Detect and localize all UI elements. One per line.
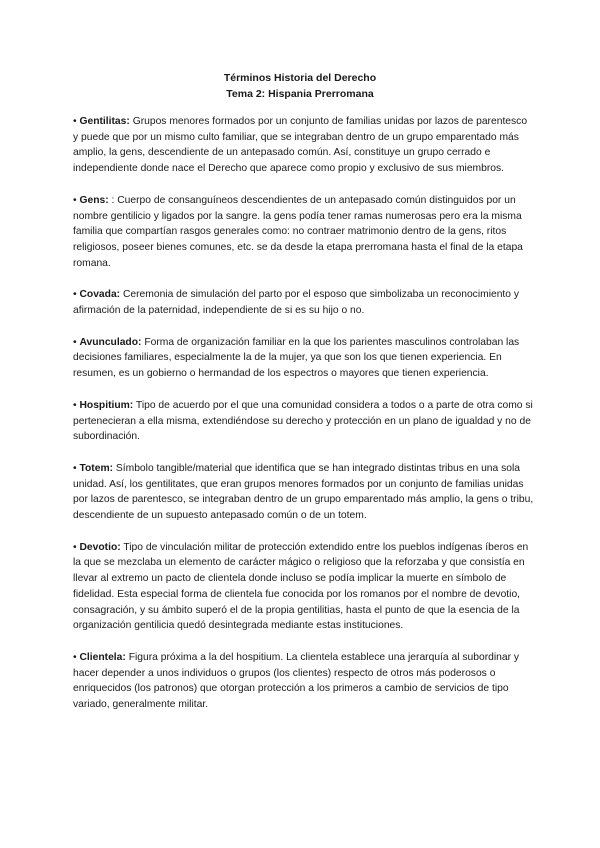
entry-definition: Ceremonia de simulación del parto por el esposo que simbolizaba un reconocimiento y afirmación de la paternidad, independiente de si es su hijo o no. [73, 289, 520, 317]
glossary-list [73, 114, 535, 729]
entry-definition: : Cuerpo de consanguíneos descendientes de un antepasado común distinguidos por un nombre gentilicio y ligados por la sangre. la gens podía tener ramas numerosas pero era la misma familia que compartían rasgos generales como: no contraer matrimonio dentro de la gens, ritos religiosos, poseer bienes comunes, etc. se da desde la etapa prerromana hasta el final de la etapa romana. [73, 194, 523, 269]
entry-term: Hospitium: [79, 399, 134, 411]
glossary-entry-devotio [73, 540, 535, 634]
bullet: • [73, 399, 80, 411]
entry-definition: Grupos menores formados por un conjunto de familias unidas por lazos de parentesco y puede que por un mismo culto familiar, que se integraban dentro de un grupo emparentado más amplio, la gens, descendiente de un antepasado común. Así, constituye un grupo cerrado e independiente donde nace el Derecho que aparece como propio y exclusivo de sus miembros. [73, 116, 528, 175]
entry-definition: Figura próxima a la del hospitium. La clientela establece una jerarquía al subordinar y hacer depender a unos individuos o grupos (los clientes) respecto de otros más poderosos o enriquecidos (los patronos) que otorgan protección a los primeros a cambio de servicios de tipo variado, generalmente militar. [73, 651, 520, 711]
bullet: • [73, 541, 80, 553]
glossary-entry-gentilitas [73, 114, 535, 177]
entry-definition: Tipo de acuerdo por el que una comunidad considera a todos o a parte de otra como si pertenecieran a ella misma, extendiéndose su derecho y protección en un plano de igualdad y no de subordinación. [73, 399, 533, 443]
entry-definition: Símbolo tangible/material que identifica que se han integrado distintas tribus en una sola unidad. Así, los gentilitates, que eran grupos menores formados por un conjunto de familias unidas por lazos de parentesco, se integraban dentro de un grupo emparentado más amplio, la gens o tribu, descendiente de un supuesto antepasado común o de un totem. [73, 462, 534, 522]
entry-term: Avunculado: [79, 336, 142, 348]
entry-term: Totem: [79, 462, 114, 474]
bullet: • [73, 462, 80, 474]
bullet: • [73, 116, 80, 127]
bullet: • [73, 289, 80, 301]
bullet: • [73, 194, 80, 206]
title-block [0, 70, 600, 102]
glossary-entry-totem [73, 461, 535, 524]
glossary-entry-hospitium [73, 398, 535, 445]
bullet: • [73, 651, 80, 663]
bullet: • [73, 336, 80, 348]
entry-definition: Forma de organización familiar en la que los parientes masculinos controlaban las decisiones familiares, especialmente la de la mujer, ya que son los que tienen experiencia. En resumen, es un gobierno o hermandad de los espectros o mayores que tienen experiencia. [73, 336, 520, 380]
glossary-entry-clientela [73, 650, 535, 713]
glossary-entry-avunculado [73, 335, 535, 382]
entry-term: Gens: [79, 194, 109, 206]
glossary-entry-gens [73, 193, 535, 272]
entry-definition: Tipo de vinculación militar de protección extendido entre los pueblos indígenas íberos en la que se mezclaba un elemento de carácter mágico o religioso que la reforzaba y que consistía en llevar al extremo un pacto de clientela donde incluso se podía implicar la muerte en símbolo de fidelidad. Esta especial forma de clientela fue conocida por los romanos por el nombre de devotio, consagración, y su ámbito superó el de la propia gentilitias, hasta el punto de que la esencia de la organización gentilicia quedó desintegrada mediante estas instituciones. [73, 541, 529, 632]
document-subtitle: Tema 2: Hispania Prerromana [226, 88, 374, 100]
document-title: Términos Historia del Derecho [223, 72, 377, 84]
glossary-entry-covada [73, 287, 535, 318]
entry-term: Clientela: [79, 651, 126, 663]
entry-term: Covada: [79, 289, 121, 301]
entry-term: Gentilitas: [79, 116, 130, 127]
entry-term: Devotio: [79, 541, 121, 553]
